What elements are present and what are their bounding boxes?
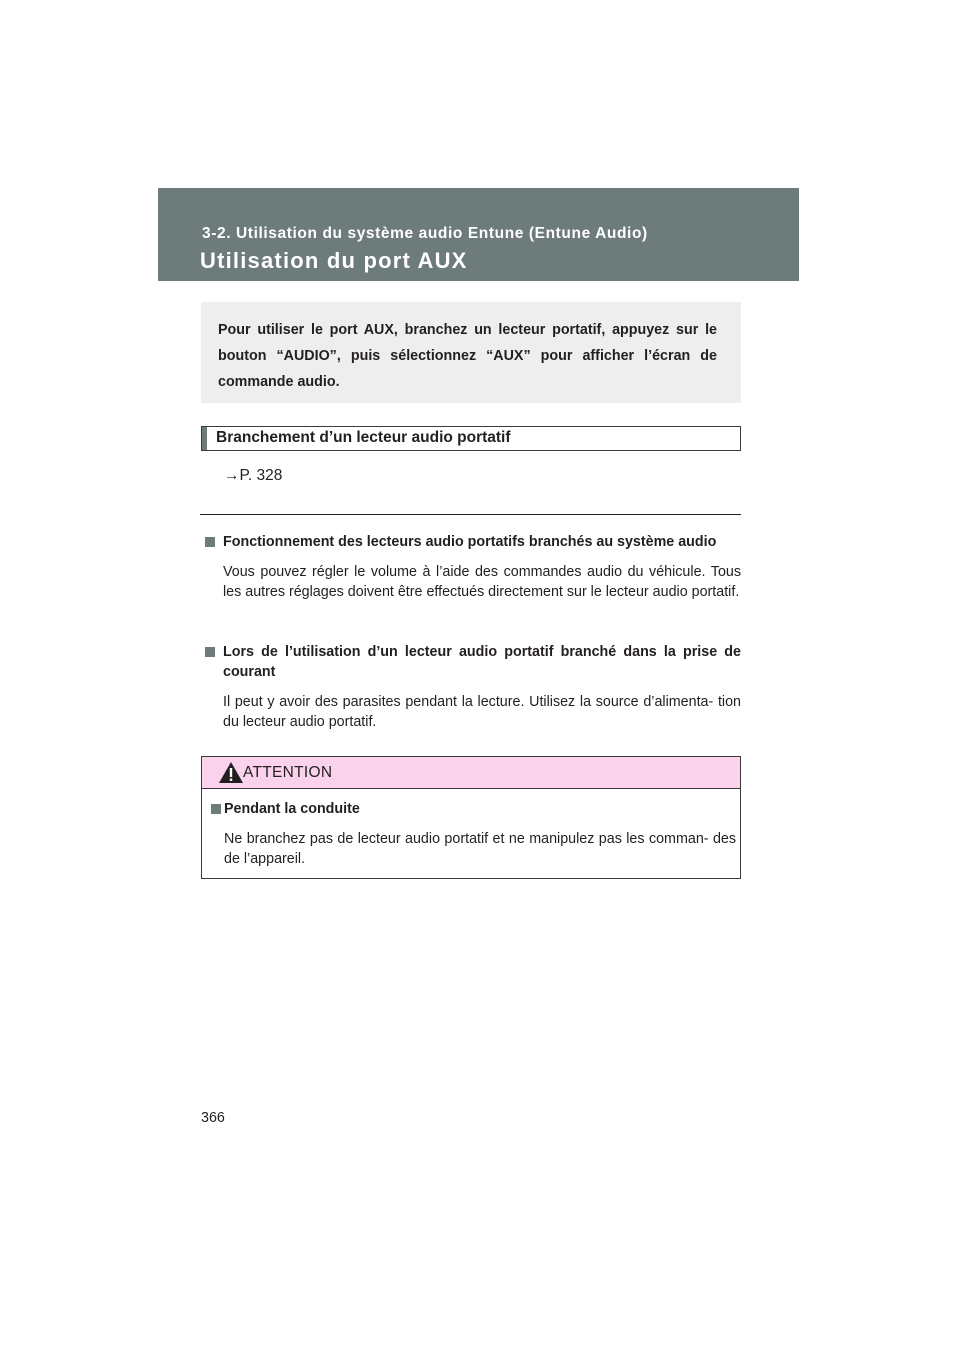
intro-box	[201, 302, 741, 403]
note-title-text: Lors de l’utilisation d’un lecteur audio portatif branché dans la prise de courant	[223, 644, 741, 680]
attention-item-title	[202, 799, 740, 819]
attention-label: ATTENTION	[243, 764, 333, 781]
note-item	[201, 642, 741, 732]
note-title	[201, 642, 741, 682]
note-body: Vous pouvez régler le volume à l’aide des commandes audio du véhicule. Tous les autres réglages doivent être effectués directement sur le lecteur audio portatif.	[223, 564, 741, 600]
subsection-heading: Branchement d’un lecteur audio portatif	[216, 429, 511, 446]
note-title-text: Fonctionnement des lecteurs audio portatifs branchés au système audio	[223, 534, 717, 550]
subsection-heading-box	[201, 426, 741, 451]
attention-header	[202, 757, 740, 789]
note-item	[201, 532, 741, 602]
page-reference-link[interactable]: →P. 328	[224, 467, 283, 484]
subsection-heading-bar	[202, 427, 207, 450]
section-label: 3-2. Utilisation du système audio Entune (Entune Audio)	[202, 225, 648, 242]
intro-text: Pour utiliser le port AUX, branchez un lecteur portatif, appuyez sur le bouton “AUDIO”, puis sélectionnez “AUX” pour afficher l’écran de commande audio.	[218, 322, 717, 390]
square-bullet-icon	[205, 647, 215, 657]
chapter-header-band	[158, 188, 799, 281]
warning-triangle-icon	[218, 761, 244, 784]
attention-content	[202, 799, 740, 869]
page-title: Utilisation du port AUX	[200, 248, 468, 273]
note-body: Il peut y avoir des parasites pendant la lecture. Utilisez la source d’alimenta- tion du lecteur audio portatif.	[223, 694, 741, 730]
attention-item-body: Ne branchez pas de lecteur audio portatif et ne manipulez pas les comman- des de l’appareil.	[224, 831, 736, 867]
page-number: 366	[201, 1110, 225, 1126]
attention-box	[201, 756, 741, 879]
divider	[200, 514, 741, 515]
square-bullet-icon	[211, 804, 221, 814]
square-bullet-icon	[205, 537, 215, 547]
attention-item-title-text: Pendant la conduite	[224, 801, 360, 817]
note-title	[201, 532, 741, 552]
